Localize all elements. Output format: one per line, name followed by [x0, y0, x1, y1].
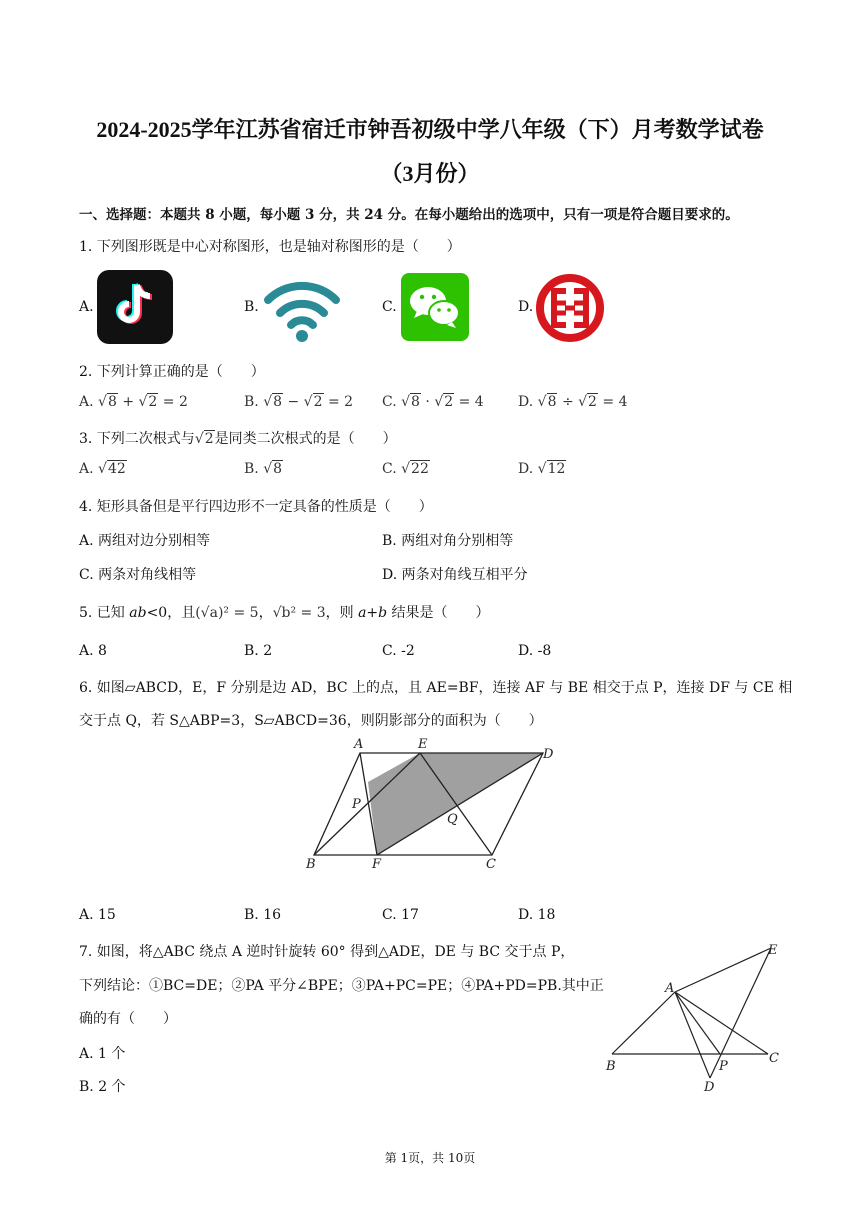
- q1-option-a-label: A.: [79, 299, 94, 315]
- q5-stem-part1: 5. 已知: [79, 605, 130, 621]
- option-label: B.: [244, 394, 259, 410]
- label-e: E: [768, 943, 778, 958]
- option-label: D.: [518, 461, 534, 477]
- label-d: D: [543, 747, 554, 762]
- result: = 4: [602, 394, 628, 410]
- q7-line1: 7. 如图，将△ABC 绕点 A 逆时针旋转 60° 得到△ADE，DE 与 BC 交于点 P，: [79, 944, 575, 960]
- page-footer: 第 1页，共 10页: [384, 1151, 476, 1165]
- q7-line3: 确的有（ ）: [79, 1011, 177, 1027]
- radicand: 8: [547, 394, 557, 410]
- q5-separator: ，: [258, 605, 273, 621]
- q3-option-a: A. √42: [79, 461, 126, 477]
- label-f: F: [372, 857, 382, 872]
- q2-stem: 2. 下列计算正确的是（ ）: [79, 364, 265, 380]
- q3-option-c: C. √22: [382, 461, 429, 477]
- option-label: C.: [382, 461, 397, 477]
- option-label: D.: [518, 394, 534, 410]
- q6-option-c: C. 17: [382, 907, 419, 923]
- q5-stem-part2: <0，且: [146, 605, 196, 621]
- q6-line2: 交于点 Q，若 S△ABP=3，S▱ABCD=36，则阴影部分的面积为（ ）: [79, 713, 543, 729]
- q3-stem-part1: 3. 下列二次根式与: [79, 431, 195, 447]
- q2-option-a: A. √8 + √2 = 2: [79, 394, 188, 410]
- result: = 2: [327, 394, 354, 410]
- q3-stem-part2: 是同类二次根式的是（ ）: [214, 431, 397, 447]
- title-line2: （3月份）: [380, 161, 480, 186]
- operator: ÷: [561, 394, 574, 410]
- radicand: 2: [588, 394, 597, 410]
- operator: −: [287, 394, 300, 410]
- option-label: A.: [79, 394, 94, 410]
- section-heading: 一、选择题：本题共 8 小题，每小题 3 分，共 24 分。在每小题给出的选项中，只有一项是符合题目要求的。: [79, 207, 739, 223]
- q5-condition2: √b² = 3: [272, 605, 326, 621]
- label-a: A: [665, 981, 675, 996]
- wifi-icon: [262, 270, 342, 348]
- option-label: A.: [79, 461, 94, 477]
- q1-option-b-label: B.: [244, 299, 259, 315]
- q3-stem: 3. 下列二次根式与√2是同类二次根式的是（ ）: [79, 431, 397, 447]
- q7-figure: [598, 938, 798, 1102]
- q6-option-b: B. 16: [244, 907, 282, 923]
- radicand: 8: [107, 394, 117, 410]
- radicand: 2: [148, 394, 158, 410]
- q3-option-d: D. √12: [518, 461, 566, 477]
- q4-option-a: A. 两组对边分别相等: [79, 533, 211, 549]
- radicand: 8: [273, 394, 283, 410]
- label-c: C: [769, 1051, 779, 1066]
- result: = 4: [458, 394, 484, 410]
- q2-option-c: C. √8 · √2 = 4: [382, 394, 484, 410]
- option-label: B.: [244, 461, 259, 477]
- label-d: D: [704, 1080, 715, 1095]
- q6-line1: 6. 如图▱ABCD，E，F 分别是边 AD，BC 上的点，且 AE=BF，连接 AF 与 BE 相交于点 P，连接 DF 与 CE 相: [79, 680, 793, 696]
- icbc-logo-icon: [535, 273, 605, 347]
- q3-option-b: B. √8: [244, 461, 283, 477]
- radicand: 8: [273, 461, 283, 477]
- label-b: B: [606, 1059, 616, 1074]
- option-label: C.: [382, 394, 397, 410]
- q5-option-a: A. 8: [79, 643, 107, 659]
- q4-option-d: D. 两条对角线互相平分: [382, 567, 528, 583]
- q6-figure: [300, 735, 560, 879]
- result: = 2: [162, 394, 188, 410]
- q7-line2: 下列结论：①BC=DE；②PA 平分∠BPE；③PA+PC=PE；④PA+PD=PB.其中正: [79, 978, 604, 994]
- radicand: 2: [204, 431, 214, 447]
- q1-option-d-label: D.: [518, 299, 534, 315]
- q5-var-apb: a+b: [358, 605, 388, 621]
- label-c: C: [486, 857, 496, 872]
- q7-option-b: B. 2 个: [79, 1079, 126, 1095]
- radicand: 42: [107, 461, 126, 477]
- q1-stem: 1. 下列图形既是中心对称图形，也是轴对称图形的是（ ）: [79, 239, 461, 255]
- tiktok-logo-icon: [97, 270, 173, 348]
- radicand: 22: [411, 461, 429, 477]
- q2-option-d: D. √8 ÷ √2 = 4: [518, 394, 628, 410]
- label-q: Q: [447, 812, 458, 827]
- label-e: E: [418, 737, 428, 752]
- q5-var-ab: ab: [129, 605, 147, 621]
- q5-condition1: (√a)² = 5: [195, 605, 259, 621]
- q2-option-b: B. √8 − √2 = 2: [244, 394, 354, 410]
- q7-option-a: A. 1 个: [79, 1046, 126, 1062]
- q5-option-c: C. -2: [382, 643, 415, 659]
- radicand: 2: [444, 394, 454, 410]
- label-b: B: [306, 857, 316, 872]
- operator: ·: [425, 394, 430, 410]
- q5-stem-part4: 结果是（ ）: [387, 605, 490, 621]
- radicand: 12: [547, 461, 566, 477]
- radicand: 2: [313, 394, 323, 410]
- q6-option-a: A. 15: [79, 907, 116, 923]
- q6-option-d: D. 18: [518, 907, 556, 923]
- q5-stem: [79, 602, 490, 622]
- wechat-logo-icon: [401, 273, 469, 345]
- label-p: P: [352, 797, 361, 812]
- label-p: P: [719, 1059, 728, 1074]
- radicand: 8: [411, 394, 420, 410]
- q1-option-c-label: C.: [382, 299, 397, 315]
- q4-stem: 4. 矩形具备但是平行四边形不一定具备的性质是（ ）: [79, 499, 433, 515]
- operator: +: [122, 394, 135, 410]
- q5-stem-part3: ，则: [325, 605, 359, 621]
- q5-option-d: D. -8: [518, 643, 552, 659]
- title-line1: 2024-2025学年江苏省宿迁市钟吾初级中学八年级（下）月考数学试卷: [96, 117, 764, 142]
- q5-option-b: B. 2: [244, 643, 273, 659]
- q4-option-c: C. 两条对角线相等: [79, 567, 197, 583]
- label-a: A: [354, 737, 364, 752]
- q4-option-b: B. 两组对角分别相等: [382, 533, 514, 549]
